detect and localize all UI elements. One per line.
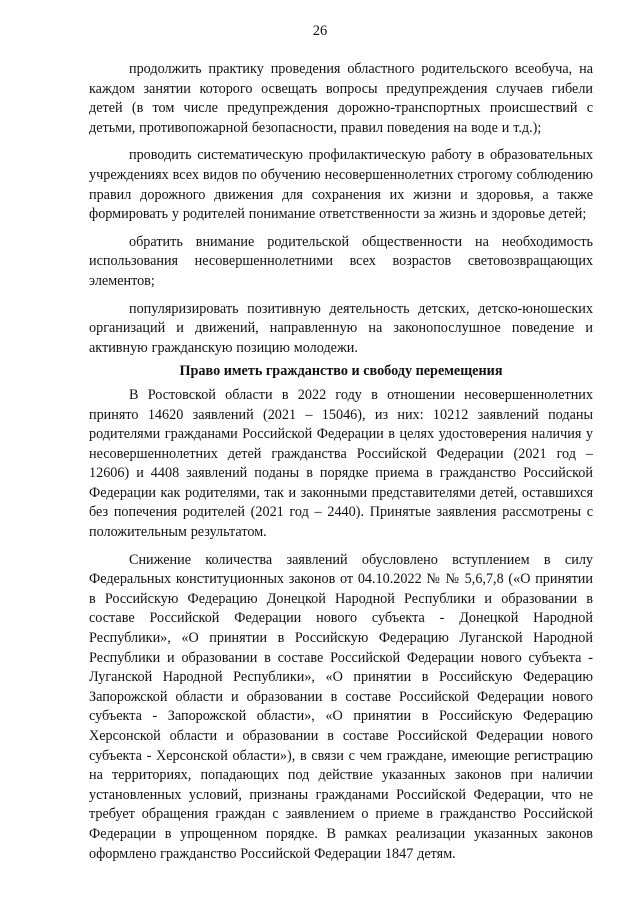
section-heading: Право иметь гражданство и свободу перемещения xyxy=(179,363,503,380)
list-item-paragraph: обратить внимание родительской общественности на необходимость использования несовершеннолетними всех возрастов световозвращающих элементов; xyxy=(89,233,593,289)
body-paragraph: В Ростовской области в 2022 году в отношении несовершеннолетних принято 14620 заявлений (2021 – 15046), из них: 10212 заявлений поданы родителями гражданами Российской Федерации в целях удостоверения наличия у несовершеннолетних детей гражданства Российской Федерации (2021 год – 12606) и 4408 заявлений поданы в порядке приема в гражданство Российской Федерации как родителями, так и законными представителями детей, оставшихся без попечения родителей (2021 год – 2440). Принятые заявления рассмотрены с положительным результатом. xyxy=(89,386,593,541)
list-item-paragraph: продолжить практику проведения областного родительского всеобуча, на каждом занятии которого освещать вопросы предупреждения случаев гибели детей (в том числе предупреждения дорожно-транспортных происшествий с детьми, противопожарной безопасности, правил поведения на воде и т.д.); xyxy=(89,61,593,136)
body-paragraph: Снижение количества заявлений обусловлено вступлением в силу Федеральных конституционных законов от 04.10.2022 № № 5,6,7,8 («О принятии в Российскую Федерацию Донецкой Народной Республики и образовании в составе Российской Федерации нового субъекта - Донецкой Народной Республики», «О принятии в Российскую Федерацию Луганской Народной Республики и образовании в составе Российской Федерации нового субъекта - Луганской Народной Республики», «О принятии в Российскую Федерацию Запорожской области и образовании в составе Российской Федерации нового субъекта - Запорожской области», «О принятии в Российскую Федерацию Херсонской области и образовании в составе Российской Федерации нового субъекта - Херсонской области»), в связи с чем граждане, имеющие регистрацию на территориях, попадающих под действие указанных законов при наличии установленных условий, признаны гражданами Российской Федерации, что не требует обращения граждан с заявлением о приеме в гражданство Российской Федерации в упрощенном порядке. В рамках реализации указанных законов оформлено гражданство Российской Федерации 1847 детям. xyxy=(89,551,593,862)
page-body xyxy=(89,60,593,872)
list-item-paragraph: популяризировать позитивную деятельность детских, детско-юношеских организаций и движений, направленную на законопослушное поведение и активную гражданскую позицию молодежи. xyxy=(89,300,593,356)
list-item-paragraph: проводить систематическую профилактическую работу в образовательных учреждениях всех видов по обучению несовершеннолетних строгому соблюдению правил дорожного движения для сохранения их жизни и здоровья, а также формировать у родителей понимание ответственности за жизнь и здоровье детей; xyxy=(89,147,593,223)
page-number: 26 xyxy=(312,23,328,39)
